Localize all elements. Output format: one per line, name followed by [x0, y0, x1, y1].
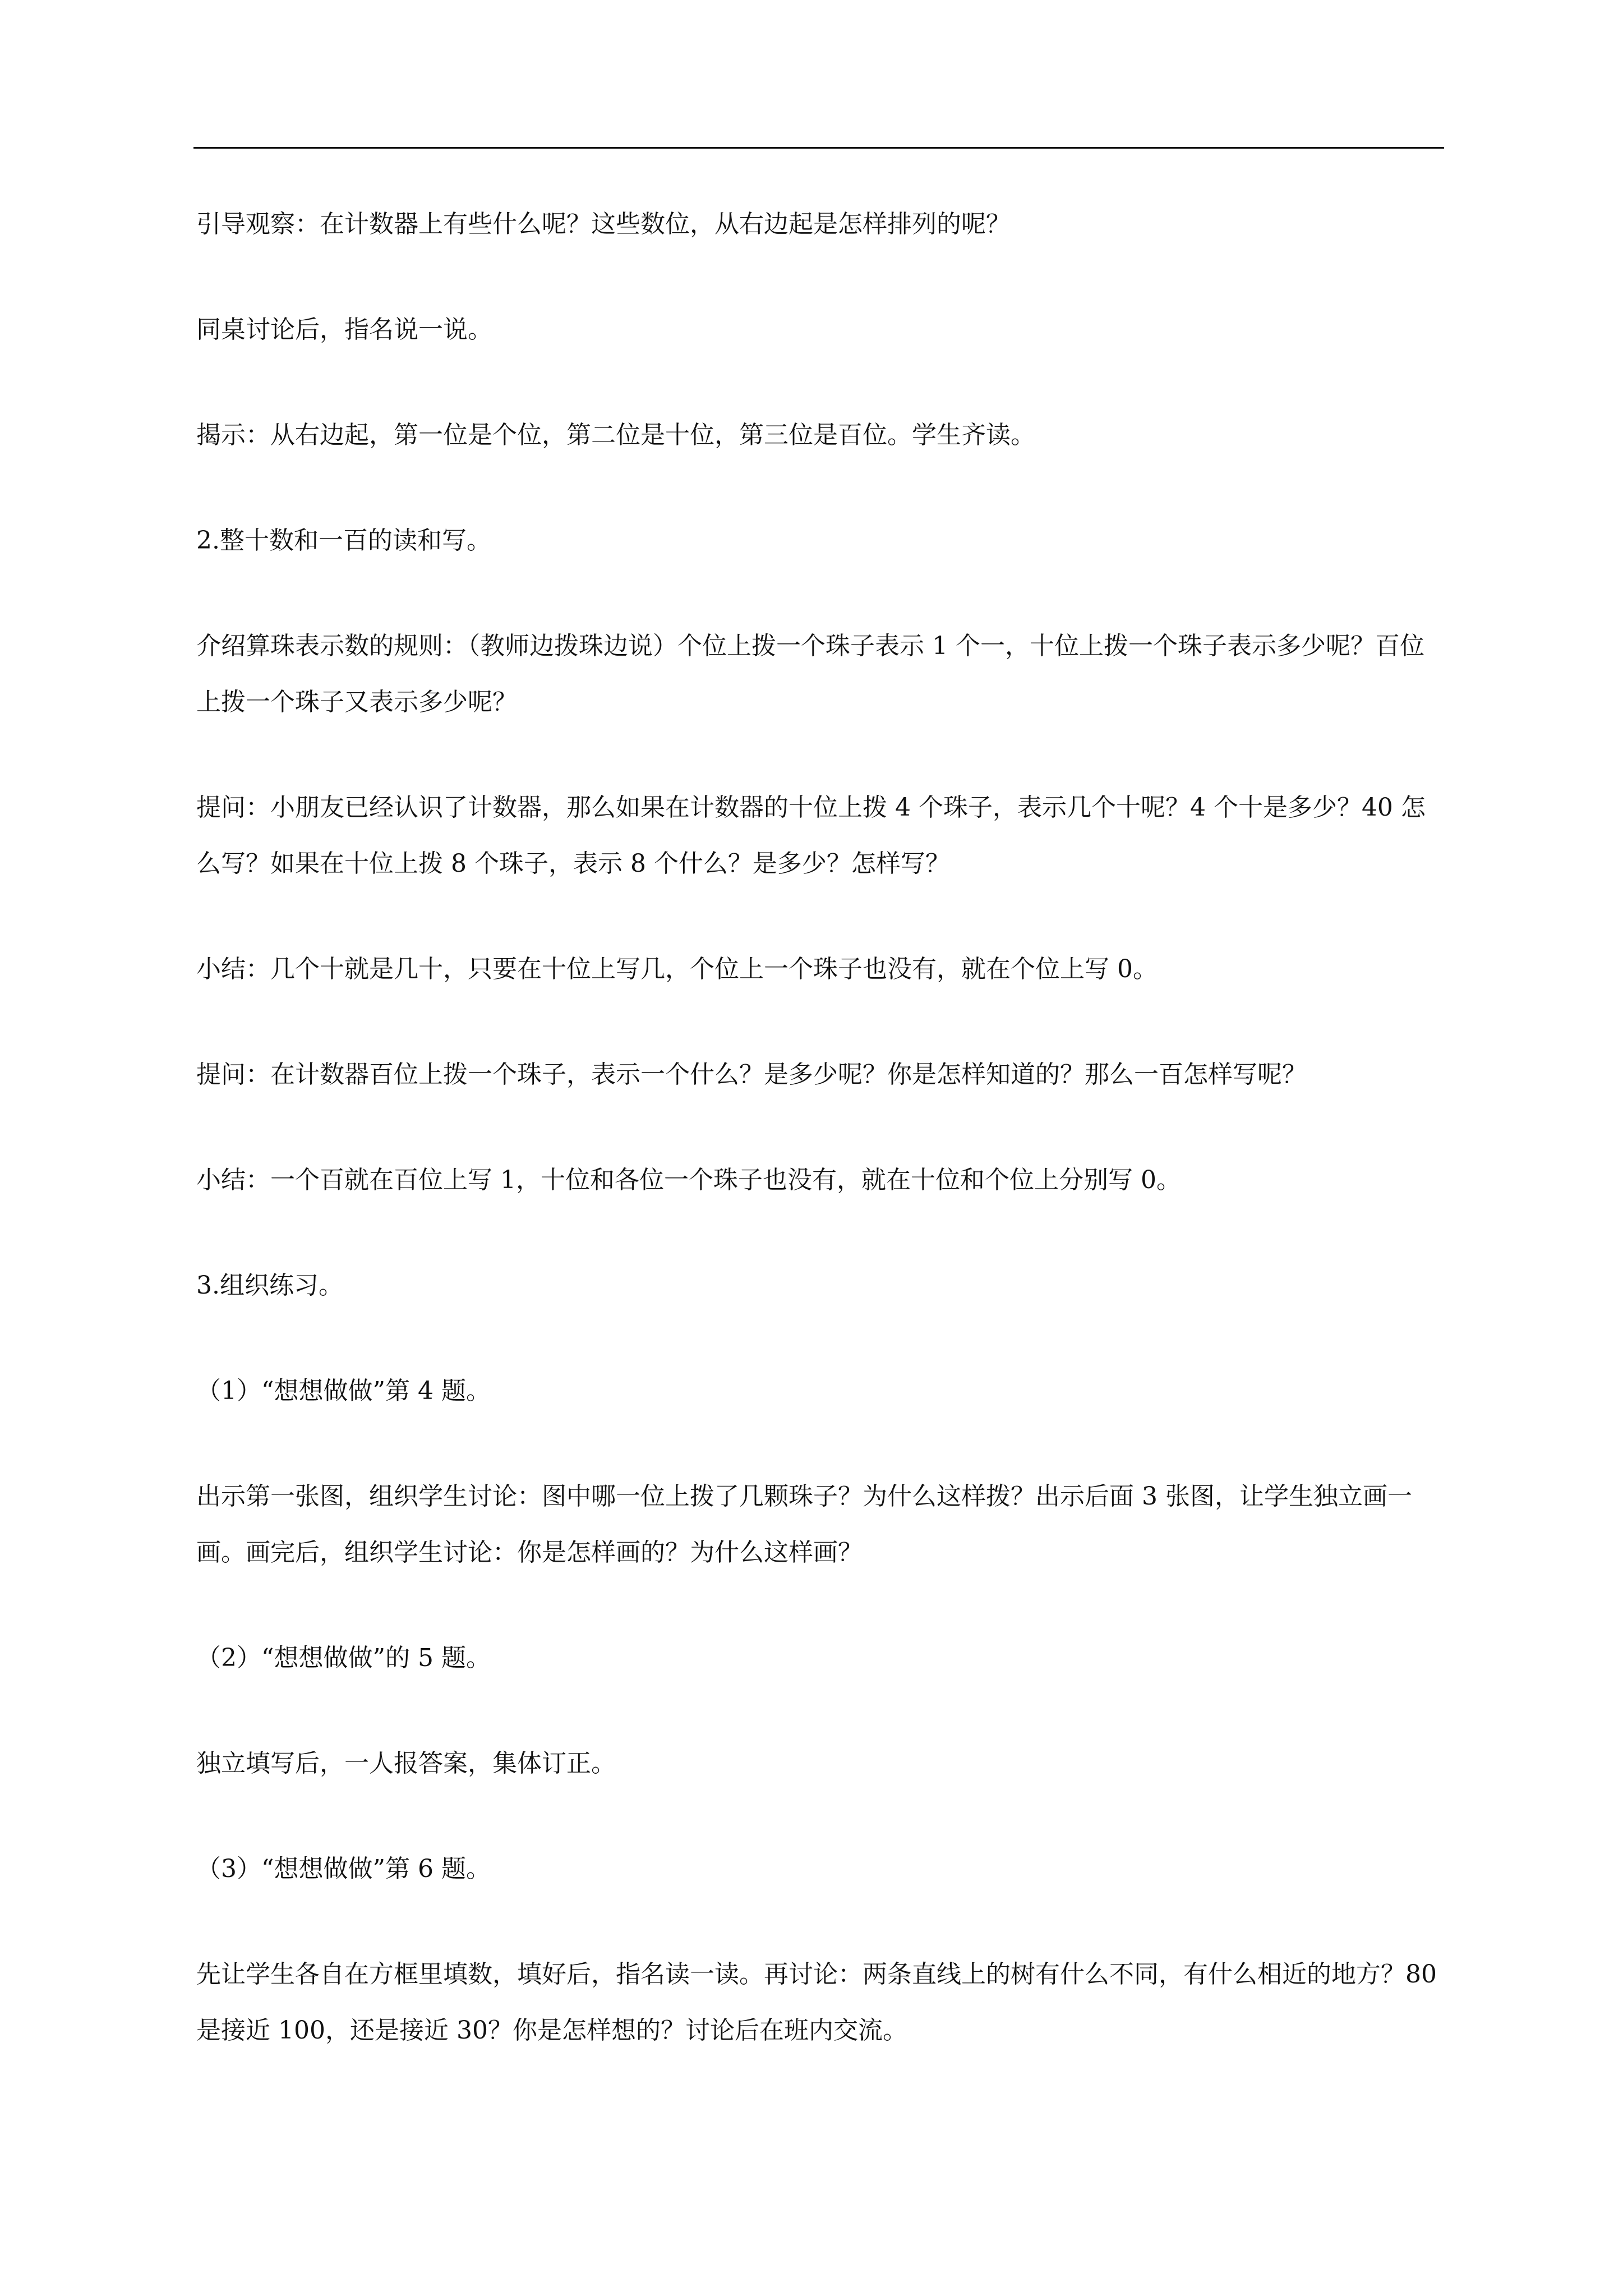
paragraph-question-tens: 提问：小朋友已经认识了计数器，那么如果在计数器的十位上拨 4 个珠子，表示几个十呢？4 个十是多少？40 怎么写？如果在十位上拨 8 个珠子，表示 8 个什么？是多少？怎样写？ — [196, 793, 1426, 878]
paragraph-desk-discussion: 同桌讨论后，指名说一说。 — [196, 315, 492, 344]
exercise-item-2: （2）“想想做做”的 5 题。 — [196, 1644, 491, 1672]
paragraph-exercise-1-detail: 出示第一张图，组织学生讨论：图中哪一位上拨了几颗珠子？为什么这样拨？出示后面 3 张图，让学生独立画一画。画完后，组织学生讨论：你是怎样画的？为什么这样画？ — [196, 1482, 1412, 1567]
header-rule — [193, 147, 1444, 149]
document-body — [196, 196, 1444, 2059]
paragraph-abacus-rules: 介绍算珠表示数的规则：（教师边拨珠边说）个位上拨一个珠子表示 1 个一，十位上拨一个珠子表示多少呢？百位上拨一个珠子又表示多少呢？ — [196, 632, 1424, 716]
paragraph-summary-tens: 小结：几个十就是几十，只要在十位上写几，个位上一个珠子也没有，就在个位上写 0。 — [196, 955, 1158, 983]
paragraph-reveal: 揭示：从右边起，第一位是个位，第二位是十位，第三位是百位。学生齐读。 — [196, 421, 1035, 449]
paragraph-question-hundred: 提问：在计数器百位上拨一个珠子，表示一个什么？是多少呢？你是怎样知道的？那么一百怎样写呢？ — [196, 1060, 1307, 1089]
paragraph-guided-observation: 引导观察：在计数器上有些什么呢？这些数位，从右边起是怎样排列的呢？ — [196, 210, 1011, 238]
paragraph-summary-hundred: 小结：一个百就在百位上写 1，十位和各位一个珠子也没有，就在十位和个位上分别写 0。 — [196, 1166, 1181, 1194]
section-heading-3: 3.组织练习。 — [196, 1271, 343, 1300]
exercise-item-1: （1）“想想做做”第 4 题。 — [196, 1377, 491, 1405]
paragraph-exercise-2-detail: 独立填写后，一人报答案，集体订正。 — [196, 1749, 616, 1778]
paragraph-exercise-3-detail: 先让学生各自在方框里填数，填好后，指名读一读。再讨论：两条直线上的树有什么不同，有什么相近的地方？80 是接近 100，还是接近 30？你是怎样想的？讨论后在班内交流。 — [196, 1960, 1437, 2045]
exercise-item-3: （3）“想想做做”第 6 题。 — [196, 1855, 491, 1883]
section-heading-2: 2.整十数和一百的读和写。 — [196, 526, 491, 555]
